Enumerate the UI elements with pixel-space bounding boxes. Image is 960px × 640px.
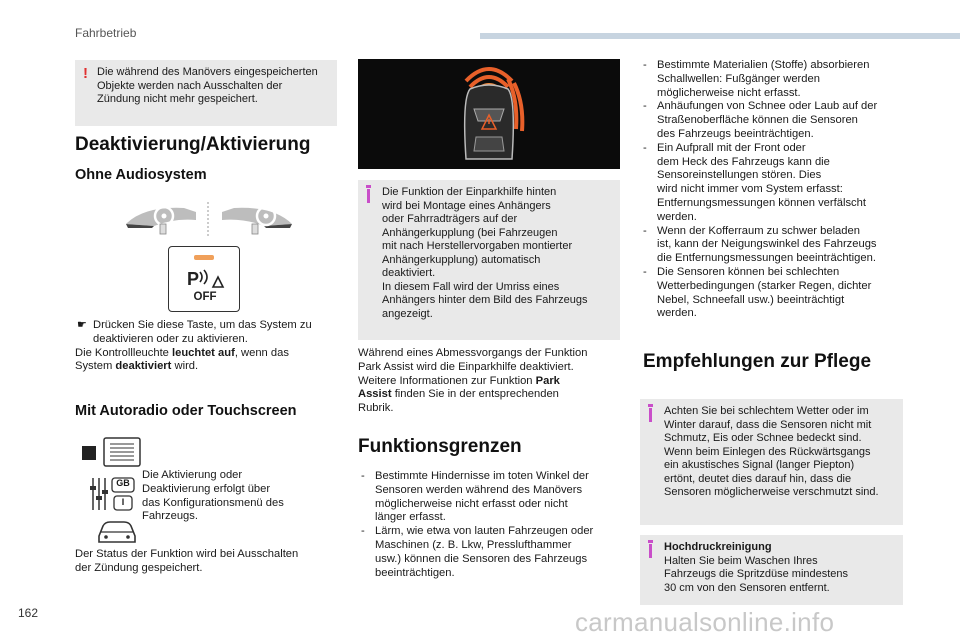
info-line: oder Fahrradträgers auf der: [382, 213, 518, 225]
info-line: ertönt, deutet dies darauf hin, dass die: [664, 472, 852, 485]
info-line: Halten Sie beim Waschen Ihres: [664, 554, 818, 567]
menu-text-line: Deaktivierung erfolgt über: [142, 482, 271, 495]
info-icon: [648, 404, 653, 407]
section-title: Fahrbetrieb: [75, 26, 137, 40]
limits-list-1: [358, 470, 623, 580]
list-item: - Anhäufungen von Schnee oder Laub auf der Straßenoberfläche können die Sensoren des Fahrzeugs beeinträchtigen.: [640, 100, 908, 141]
menu-icon-gb: GB: [116, 478, 130, 488]
info-line: Wenn beim Einlegen des Rückwärtsgangs: [664, 445, 871, 458]
info-line: Winter darauf, dass die Sensoren nicht mit: [664, 418, 872, 431]
menu-text-line: Die Aktivierung oder: [142, 469, 243, 481]
screen-icon: [80, 436, 142, 468]
heading-deactivation: Deaktivierung/Aktivierung: [75, 134, 311, 155]
info-icon: [366, 185, 371, 188]
instruction-line: deaktivieren oder zu aktivieren.: [93, 332, 248, 345]
heading-care: Empfehlungen zur Pflege: [643, 351, 872, 372]
info-line: mit nach Herstellervorgaben montierter: [382, 240, 573, 252]
info-line: deaktiviert.: [382, 267, 436, 279]
park-sensor-off-icon: [185, 267, 225, 291]
info-line: 30 cm von den Sensoren entfernt.: [664, 581, 830, 594]
info-line: Fahrzeugs die Spritzdüse mindestens: [664, 568, 849, 580]
para-line: Park Assist wird die Einparkhilfe deaktiviert.: [358, 360, 574, 373]
warning-line: Zündung nicht mehr gespeichert.: [97, 93, 258, 105]
info-note-trailer: [358, 180, 620, 340]
info-note-high-pressure: [640, 535, 903, 605]
car-icon: [95, 516, 139, 546]
instruction-press-button: [75, 319, 340, 374]
menu-text-line: das Konfigurationsmenü des: [142, 496, 284, 509]
list-item: - Lärm, wie etwa von lauten Fahrzeugen oder Maschinen (z. B. Lkw, Presslufthammer usw.) können die Sensoren des Fahrzeugs beeinträchtigen.: [358, 525, 623, 580]
warning-line: Objekte werden nach Ausschalten der: [97, 79, 283, 92]
lamp-line: Die Kontrollleuchte leuchtet auf, wenn das: [75, 346, 289, 359]
list-item: - Die Sensoren können bei schlechten Wetterbedingungen (starker Regen, dichter Nebel, Schneefall usw.) beeinträchtigt werden.: [640, 266, 908, 321]
info-line: Anhängerkupplung) automatisch: [382, 253, 541, 266]
list-item: - Bestimmte Materialien (Stoffe) absorbieren Schallwellen: Fußgänger werden möglicherweise nicht erfasst.: [640, 59, 908, 100]
high-pressure-title: Hochdruckreinigung: [664, 541, 772, 553]
heading-limits: Funktionsgrenzen: [358, 436, 522, 457]
info-note-weather: [640, 399, 903, 525]
info-line: Sensoren möglicherweise verschmutzt sind.: [664, 486, 879, 498]
status-line: Der Status der Funktion wird bei Ausschalten: [75, 548, 299, 560]
para-line: Weitere Informationen zur Funktion Park: [358, 374, 560, 387]
para-line: Assist finden Sie in der entsprechenden: [358, 388, 559, 401]
info-icon: [648, 540, 653, 543]
heading-with-radio: Mit Autoradio oder Touchscreen: [75, 403, 297, 419]
info-icon-bar: [649, 408, 652, 422]
info-line: Anhängers hinter dem Bild des Fahrzeugs: [382, 294, 588, 306]
watermark: carmanualsonline.info: [575, 607, 835, 637]
info-line: wird bei Montage eines Anhängers: [382, 199, 551, 212]
button-off-label: OFF: [193, 291, 217, 303]
dashboard-steering-icon: [124, 198, 294, 240]
button-led: [194, 255, 214, 260]
arrow-icon: ☛: [77, 319, 88, 331]
menu-icon-i: I: [121, 497, 125, 507]
info-line: ein akustisches Signal (langer Piepton): [664, 459, 855, 471]
info-line: Die Funktion der Einparkhilfe hinten: [382, 186, 557, 198]
instruction-line: Drücken Sie diese Taste, um das System zu: [93, 319, 312, 331]
info-line: Anhängerkupplung (bei Fahrzeugen: [382, 226, 558, 239]
park-assist-paragraph: [358, 347, 623, 416]
svg-text:P: P: [187, 269, 200, 289]
info-line: Achten Sie bei schlechtem Wetter oder im: [664, 405, 869, 417]
warning-icon: !: [83, 65, 88, 82]
para-line: Rubrik.: [358, 402, 394, 415]
park-sensor-off-button: [168, 246, 240, 312]
warning-line: Die während des Manövers eingespeicherten: [97, 66, 318, 78]
warning-note: [75, 60, 337, 126]
info-icon-bar: [367, 189, 370, 203]
status-saved-text: [75, 548, 340, 576]
list-item: - Ein Aufprall mit der Front oder dem Heck des Fahrzeugs kann die Sensoreinstellungen stören. Dies wird nicht immer vom System erfasst: Entfernungsmessungen können verfälscht werden.: [640, 142, 908, 225]
lamp-line: System deaktiviert wird.: [75, 360, 199, 373]
menu-description: [142, 469, 337, 524]
rear-sensor-display-icon: [358, 59, 620, 169]
info-line: In diesem Fall wird der Umriss eines: [382, 280, 560, 293]
status-line: der Zündung gespeichert.: [75, 561, 203, 574]
para-line: Während eines Abmessvorgangs der Funktion: [358, 347, 588, 359]
info-line: Schmutz, Eis oder Schnee bedeckt sind.: [664, 432, 862, 444]
header-bar: [480, 33, 960, 39]
limits-list-2: [640, 59, 908, 321]
info-icon-bar: [649, 544, 652, 558]
page-number: 162: [18, 606, 39, 620]
heading-without-audio: Ohne Audiosystem: [75, 167, 207, 183]
menu-text-line: Fahrzeugs.: [142, 510, 198, 523]
list-item: - Bestimmte Hindernisse im toten Winkel der Sensoren werden während des Manövers möglicherweise nicht erfasst oder nicht länger erfasst.: [358, 470, 623, 525]
rear-sensor-display: [358, 59, 620, 169]
list-item: - Wenn der Kofferraum zu schwer beladen ist, kann der Neigungswinkel des Fahrzeugs die Entfernungsmessungen beeinträchtigen.: [640, 225, 908, 266]
info-line: angezeigt.: [382, 307, 433, 320]
